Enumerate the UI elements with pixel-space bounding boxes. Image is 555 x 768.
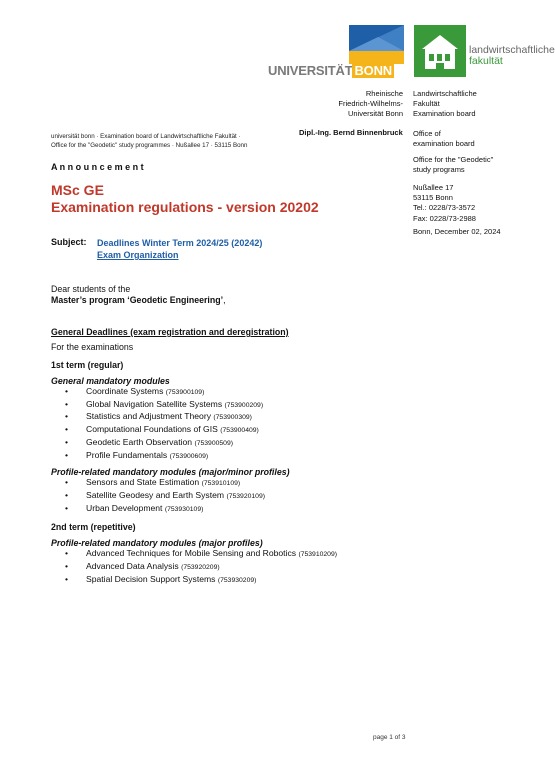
- letter-date: Bonn, December 02, 2024: [413, 227, 501, 236]
- list-item: • Coordinate Systems (753900109): [51, 386, 391, 399]
- major-profile-list: [51, 548, 391, 586]
- major-profile-heading: Profile-related mandatory modules (major profiles): [51, 538, 263, 549]
- signatory: Dipl.-Ing. Bernd Binnenbruck: [299, 128, 403, 137]
- sender-address: universität bonn · Examination board of Landwirtschaftliche Fakultät · Office for the "Geodetic" study programmes · Nußallee 17 · 53115 Bonn: [51, 133, 248, 149]
- list-item: • Spatial Decision Support Systems (753930209): [51, 574, 391, 587]
- term1-heading: 1st term (regular): [51, 360, 124, 370]
- list-item: • Computational Foundations of GIS (753900409): [51, 424, 391, 437]
- university-name: UNIVERSITÄT BONN: [268, 63, 392, 78]
- list-item: • Geodetic Earth Observation (753900509): [51, 437, 391, 450]
- profile-mandatory-heading: Profile-related mandatory modules (major/minor profiles): [51, 467, 290, 478]
- document-title: MSc GE Examination regulations - version 20202: [51, 182, 319, 215]
- term2-heading: 2nd term (repetitive): [51, 522, 136, 533]
- general-deadlines-section: [51, 327, 391, 586]
- list-item: • Sensors and State Estimation (753910109): [51, 477, 391, 490]
- subject-text: Deadlines Winter Term 2024/25 (20242) Exam Organization: [97, 238, 263, 260]
- address-block: Nußallee 17 53115 Bonn Tel.: 0228/73-3572 Fax: 0228/73-2988: [413, 183, 476, 223]
- greeting: Dear students of the Master’s program ‘Geodetic Engineering’,: [51, 284, 226, 305]
- list-item: • Statistics and Adjustment Theory (753900309): [51, 411, 391, 424]
- list-item: • Urban Development (753930109): [51, 503, 391, 516]
- list-item: • Advanced Techniques for Mobile Sensing and Robotics (753910209): [51, 548, 391, 561]
- subject-label: Subject:: [51, 237, 87, 247]
- general-deadlines-heading: General Deadlines (exam registration and deregistration): [51, 327, 289, 337]
- institution-block: Rheinische Friedrich-Wilhelms- Universität Bonn: [338, 89, 403, 119]
- list-item: • Global Navigation Satellite Systems (753900209): [51, 399, 391, 412]
- faculty-block: Landwirtschaftliche Fakultät Examination board: [413, 89, 477, 119]
- profile-mandatory-list: [51, 477, 391, 515]
- exam-organization: Exam Organization: [97, 250, 179, 260]
- deadlines-intro: For the examinations: [51, 342, 134, 352]
- office-block: Office of examination board: [413, 129, 475, 149]
- list-item: • Satellite Geodesy and Earth System (753920109): [51, 490, 391, 503]
- list-item: • Profile Fundamentals (753900609): [51, 450, 391, 463]
- list-item: • Advanced Data Analysis (753920209): [51, 561, 391, 574]
- general-mandatory-heading: General mandatory modules: [51, 376, 170, 386]
- general-mandatory-list: [51, 386, 391, 462]
- announcement-label: A n n o u n c e m e n t: [51, 162, 144, 172]
- faculty-logo: [414, 25, 555, 77]
- page-number: page 1 of 3: [373, 734, 406, 741]
- university-logo: [268, 25, 404, 77]
- faculty-name: landwirtschaftliche fakultät: [469, 44, 555, 67]
- office-geodetic-block: Office for the "Geodetic" study programs: [413, 155, 494, 175]
